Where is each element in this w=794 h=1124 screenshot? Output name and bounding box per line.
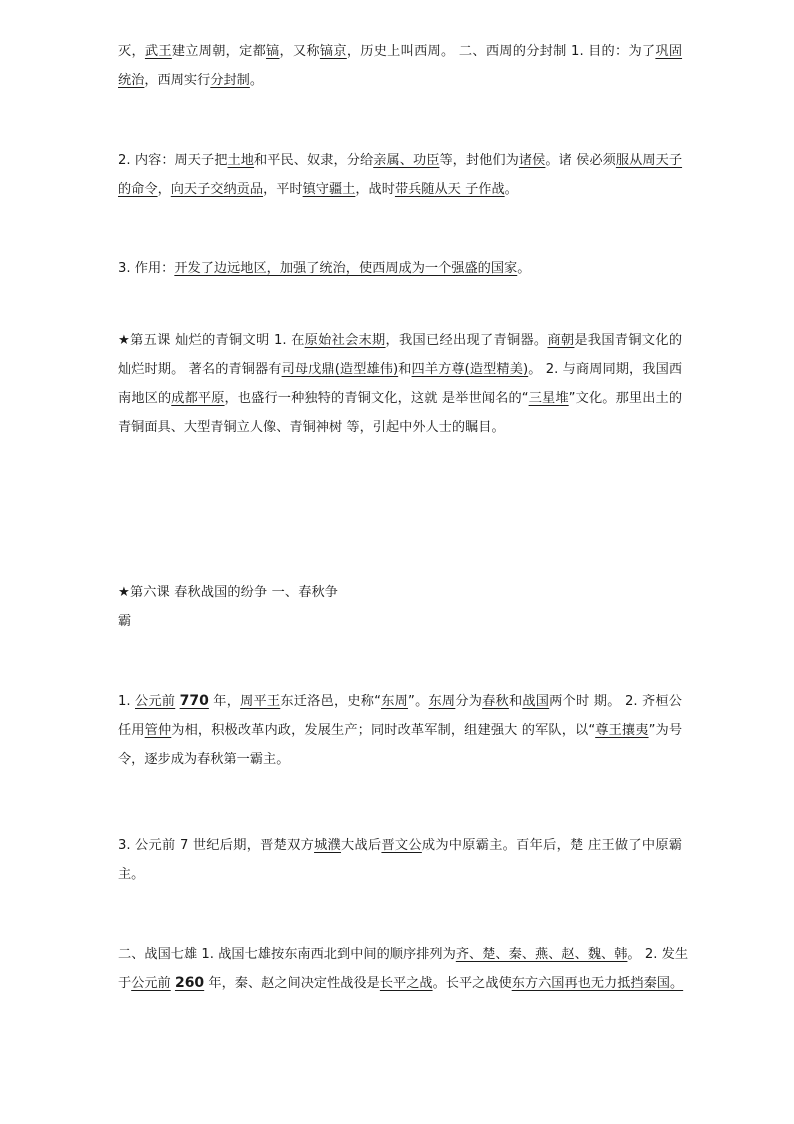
text-run: 。长平之战使: [432, 976, 512, 991]
paragraph: [118, 146, 682, 204]
text-run: ，战时: [355, 182, 395, 197]
underlined-term: 武王: [144, 44, 172, 59]
underlined-term: 战国: [522, 694, 550, 709]
underlined-term: 260: [174, 975, 205, 991]
text-run: 二、战国七雄 1. 战国七雄按东南西北到中间的顺序排列为: [118, 947, 456, 962]
underlined-term: 公元前: [131, 976, 171, 991]
paragraph: [118, 940, 688, 998]
paragraph: [118, 37, 682, 95]
text-run: 2. 内容：周天子把: [118, 153, 228, 168]
underlined-term: 城濮: [314, 838, 342, 853]
underlined-term: 原始社会末期: [304, 333, 386, 348]
underlined-term: 尊王攘夷: [595, 723, 649, 738]
text-run: 。: [249, 73, 264, 88]
text-run: ，西周实行: [144, 73, 211, 88]
text-run: 东迁洛邑，史称“: [280, 694, 381, 709]
text-run: ，也盛行一种独特的青铜文化，这就 是举世闻名的“: [224, 391, 529, 406]
text-run: ★第六课 春秋战国的纷争 一、春秋争霸: [118, 585, 338, 629]
underlined-term: 镇守疆土: [302, 182, 356, 197]
underlined-term: 长平之战: [379, 976, 433, 991]
text-run: 。 2. 与商周同期，我国西南地区的: [118, 362, 683, 406]
text-run: ，历史上叫西周。 二、西周的分封制 1. 目的：为了: [346, 44, 656, 59]
underlined-term: 商朝: [547, 333, 575, 348]
underlined-term: 东方六国再也无力抵挡秦国。: [511, 976, 684, 991]
text-run: ，: [157, 182, 171, 197]
text-run: 。: [504, 182, 518, 197]
text-run: ”文化。那里出土的青铜面具、大型青铜立人像、青铜神树 等，引起中外人士的瞩目。: [118, 391, 683, 435]
text-run: ★第五课 灿烂的青铜文明 1. 在: [118, 333, 305, 348]
paragraph: [118, 578, 338, 636]
paragraph: [118, 326, 682, 442]
underlined-term: 巩固统治: [118, 44, 683, 88]
text-run: 分为: [455, 694, 483, 709]
text-run: 两个时 期。 2. 齐桓公任用: [118, 694, 682, 738]
text-run: 等，封他们为: [439, 153, 519, 168]
underlined-term: 亲属、功臣: [373, 153, 440, 168]
text-run: ，我国已经出现了青铜器。: [385, 333, 548, 348]
text-run: 3. 作用：: [118, 261, 175, 276]
text-run: ，平时: [263, 182, 303, 197]
underlined-term: 镐: [266, 44, 280, 59]
text-run: 1.: [118, 694, 135, 709]
underlined-term: 司母戊鼎: [281, 362, 335, 377]
underlined-term: 周平王: [240, 694, 281, 709]
underlined-term: (造型雄伟): [334, 362, 399, 377]
underlined-term: 齐、楚、秦、燕、赵、魏、韩: [455, 947, 628, 962]
paragraph: [118, 687, 682, 774]
text-run: 和: [508, 694, 523, 709]
underlined-term: 带兵随从天 子作战: [394, 182, 505, 197]
text-run: 。 2. 发生于: [118, 947, 689, 991]
underlined-term: 服从周天子的命令: [118, 153, 683, 197]
underlined-term: 东周: [381, 694, 409, 709]
underlined-term: 镐京: [319, 44, 347, 59]
text-run: ”。: [408, 694, 429, 709]
underlined-term: 770: [179, 693, 209, 709]
underlined-term: 向天子交纳贡品: [170, 182, 264, 197]
underlined-term: 成都平原: [171, 391, 225, 406]
text-run: 大战后: [341, 838, 382, 853]
underlined-term: 开发了边远地区，加强了统治，使西周成为一个强盛的国家: [174, 261, 518, 276]
text-run: 是我国青铜文化的灿烂时期。 著名的青铜器有: [118, 333, 683, 377]
underlined-term: 管仲: [144, 723, 172, 738]
underlined-term: 三星堆: [528, 391, 569, 406]
underlined-term: 分封制: [210, 73, 250, 88]
underlined-term: 土地: [227, 153, 255, 168]
paragraph: [118, 831, 682, 889]
text-run: 年，秦、赵之间决定性战役是: [204, 976, 380, 991]
text-run: 灭，: [118, 44, 145, 59]
underlined-term: 诸侯: [518, 153, 546, 168]
text-run: 成为中原霸主。百年后，楚 庄王做了中原霸主。: [118, 838, 683, 882]
underlined-term: (造型精美): [464, 362, 529, 377]
text-run: 3. 公元前 7 世纪后期，晋楚双方: [118, 838, 315, 853]
underlined-term: 晋文公: [381, 838, 422, 853]
text-run: ，又称: [279, 44, 320, 59]
text-run: ”为号令，逐步成为春秋第一霸主。: [118, 723, 683, 767]
underlined-term: 四羊方尊: [411, 362, 465, 377]
paragraph: [118, 254, 682, 283]
underlined-term: 公元前: [135, 694, 176, 709]
text-run: 。诸 侯必须: [545, 153, 616, 168]
text-run: 建立周朝，定都: [171, 44, 267, 59]
underlined-term: 东周: [428, 694, 456, 709]
text-run: 。: [517, 261, 531, 276]
underlined-term: 春秋: [482, 694, 509, 709]
text-run: 和平民、奴隶，分给: [254, 153, 374, 168]
text-run: 和: [398, 362, 412, 377]
text-run: 为相，积极改革内政，发展生产；同时改革军制，组建强大 的军队，以“: [171, 723, 596, 738]
text-run: 年，: [208, 694, 241, 709]
